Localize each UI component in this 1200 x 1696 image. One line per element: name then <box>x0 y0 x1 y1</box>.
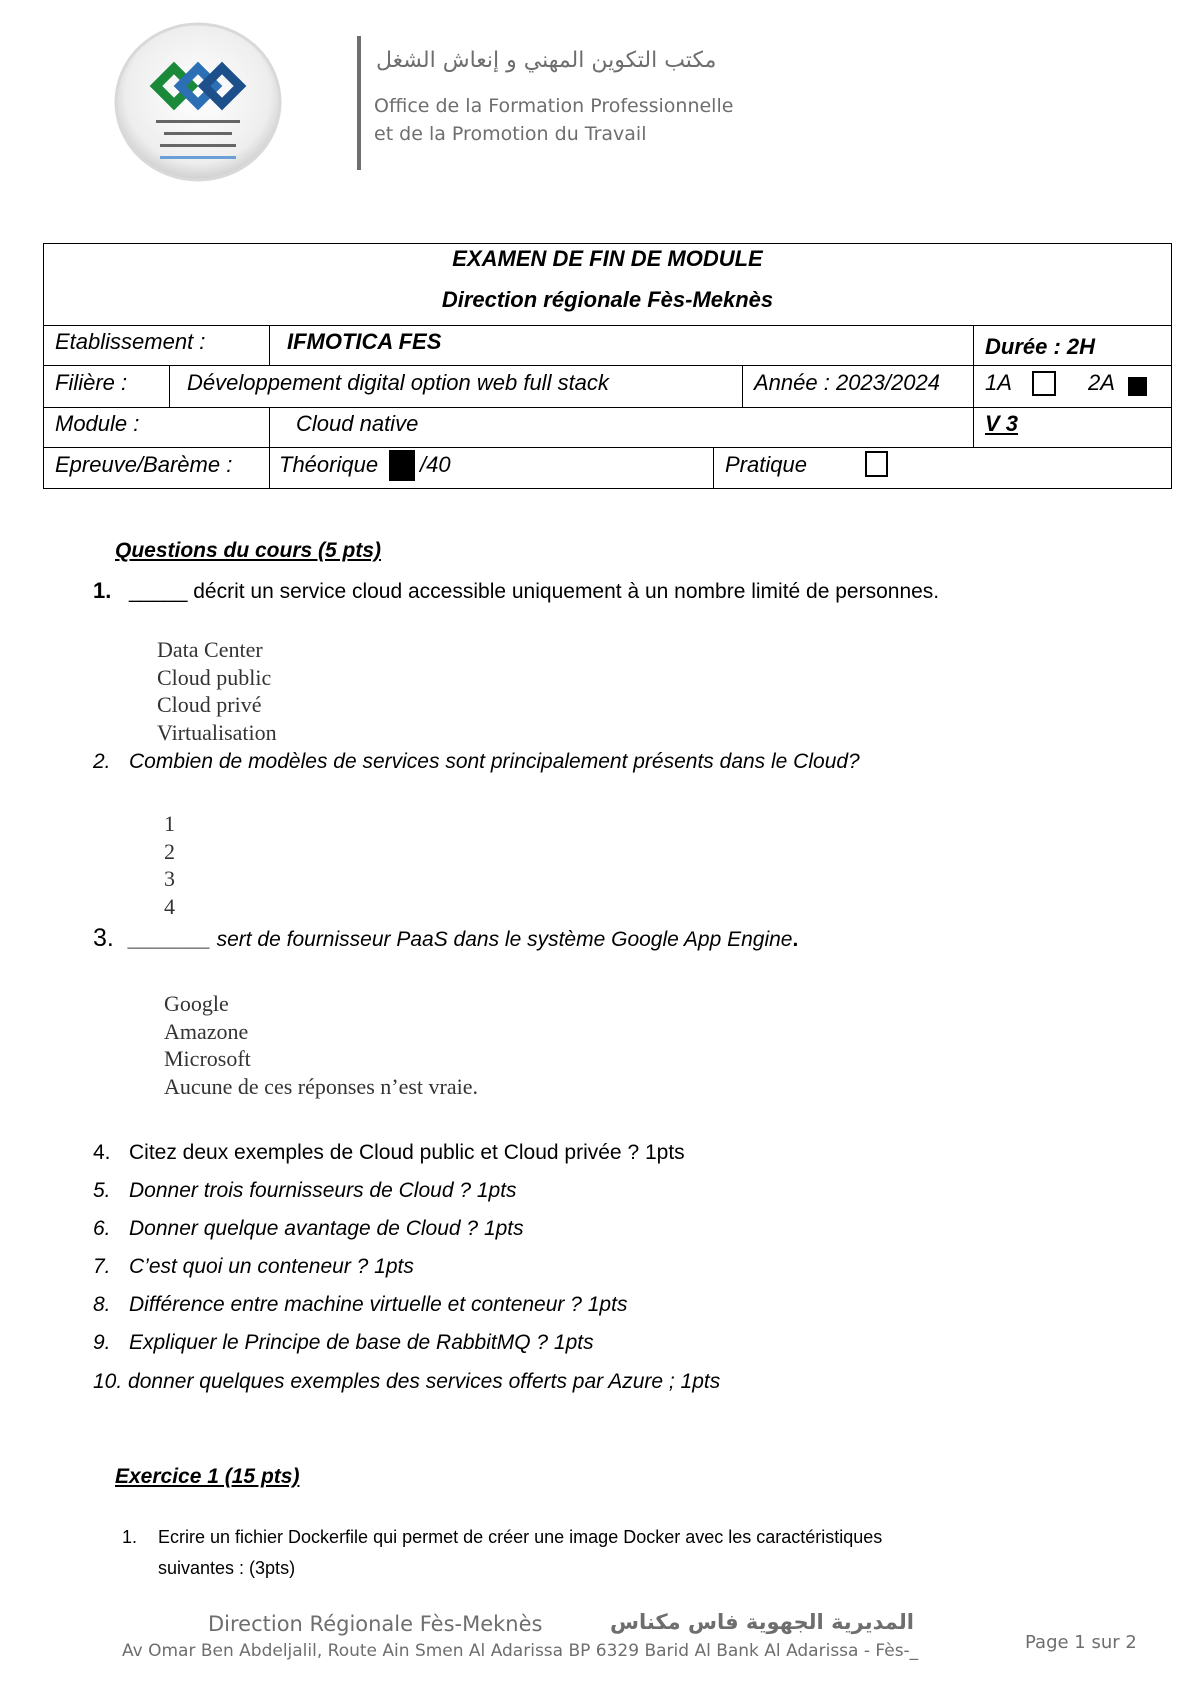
question-5-text: Donner trois fournisseurs de Cloud ? 1pts <box>129 1179 517 1202</box>
annee: Année : 2023/2024 <box>754 370 940 395</box>
option[interactable]: 4 <box>164 893 175 919</box>
question-1-text: _____ décrit un service cloud accessible uniquement à un nombre limité de personnes. <box>129 580 940 603</box>
question-10 <box>93 1369 720 1395</box>
module-value: Cloud native <box>296 411 419 436</box>
exam-direction: Direction régionale Fès-Meknès <box>441 287 774 312</box>
pratique-checkbox[interactable] <box>865 451 888 477</box>
question-9 <box>93 1330 594 1356</box>
footer-address: Av Omar Ben Abdeljalil, Route Ain Smen Al Adarissa BP 6329 Barid Al Bank Al Adarissa - Fès-_ <box>122 1641 919 1661</box>
option[interactable]: Cloud public <box>157 664 272 690</box>
logo-text: مكتب التكوين المهني وإنعاش الشغل <box>190 152 206 153</box>
option[interactable]: Microsoft <box>164 1046 251 1071</box>
option[interactable]: Data Center <box>157 637 263 662</box>
duree: Durée : 2H <box>985 334 1096 359</box>
exam-info-table <box>43 243 1172 488</box>
option[interactable]: 2 <box>164 838 175 864</box>
bareme: /40 <box>420 452 451 477</box>
question-6-number: 6. <box>93 1217 111 1240</box>
questions-section-title: Questions du cours (5 pts) <box>115 539 382 562</box>
question-7-text: C’est quoi un conteneur ? 1pts <box>129 1255 414 1278</box>
question-9-text: Expliquer le Principe de base de RabbitMQ ? 1pts <box>129 1331 594 1354</box>
header-divider <box>357 36 361 170</box>
org-name-arabic: مكتب التكوين المهني و إنعاش الشغل <box>376 48 717 73</box>
question-4-number: 4. <box>93 1141 111 1164</box>
question-2-number: 2. <box>93 750 111 773</box>
question-9-number: 9. <box>93 1331 111 1354</box>
year-1a-checkbox[interactable] <box>1032 371 1056 396</box>
option[interactable]: Amazone <box>164 1018 249 1044</box>
question-1-options <box>157 636 277 746</box>
question-3-options <box>164 990 478 1100</box>
question-3-number: 3. <box>93 924 114 952</box>
filiere-label: Filière : <box>55 370 128 395</box>
theorique-label: Théorique <box>279 452 379 477</box>
org-name-french-line1: Office de la Formation Professionnelle <box>374 95 734 117</box>
question-8 <box>93 1292 627 1318</box>
question-8-text: Différence entre machine virtuelle et conteneur ? 1pts <box>129 1293 628 1316</box>
option[interactable]: Aucune de ces réponses n’est vraie. <box>164 1073 478 1099</box>
pratique-label: Pratique <box>725 452 807 477</box>
question-3-text: _______ sert de fournisseur PaaS dans le système Google App Engine <box>129 928 793 951</box>
exercise-1-item-line1: Ecrire un fichier Dockerfile qui permet de créer une image Docker avec les caractéristiques <box>158 1527 883 1547</box>
epreuve-label: Epreuve/Barème : <box>55 452 233 477</box>
option[interactable]: Cloud privé <box>157 692 262 717</box>
etablissement-value: IFMOTICA FES <box>287 329 442 354</box>
version: V 3 <box>985 411 1019 436</box>
question-2-text: Combien de modèles de services sont principalement présents dans le Cloud? <box>129 750 860 773</box>
etablissement-label: Etablissement : <box>55 329 206 354</box>
exercise-1-item-number: 1. <box>122 1527 138 1547</box>
option[interactable]: Virtualisation <box>157 719 277 745</box>
question-1 <box>93 578 939 605</box>
question-1-number: 1. <box>93 578 112 603</box>
org-name-french-line2: et de la Promotion du Travail <box>374 123 647 145</box>
question-10-number: 10. <box>93 1370 123 1393</box>
filiere-value: Développement digital option web full stack <box>187 370 609 395</box>
year-2a-label: 2A <box>1088 370 1115 395</box>
question-5 <box>93 1178 517 1204</box>
year-1a-label: 1A <box>985 370 1012 395</box>
question-4-text: Citez deux exemples de Cloud public et Cloud privée ? 1pts <box>129 1141 685 1164</box>
exam-title: EXAMEN DE FIN DE MODULE <box>452 246 763 271</box>
year-2a-checkbox[interactable] <box>1128 377 1147 396</box>
module-label: Module : <box>55 411 140 436</box>
question-2-options <box>164 810 175 920</box>
question-8-number: 8. <box>93 1293 111 1316</box>
question-6 <box>93 1216 524 1242</box>
question-2 <box>93 749 860 775</box>
question-6-text: Donner quelque avantage de Cloud ? 1pts <box>129 1217 524 1240</box>
question-7-number: 7. <box>93 1255 111 1278</box>
exercise-1-item <box>122 1522 882 1584</box>
footer-direction-ar: المديرية الجهوية فاس مكناس <box>610 1610 914 1634</box>
question-4 <box>93 1140 685 1166</box>
footer-direction-fr: Direction Régionale Fès-Meknès <box>208 1612 543 1636</box>
question-3: 3. _______ sert de fournisseur PaaS dans le système Google App Engine. <box>93 924 799 952</box>
option[interactable]: 3 <box>164 866 175 891</box>
exercise-1-item-line2: suivantes : (3pts) <box>158 1558 296 1578</box>
option[interactable]: 1 <box>164 811 175 836</box>
exercise-1-title: Exercice 1 (15 pts) <box>115 1465 300 1488</box>
option[interactable]: Google <box>164 991 229 1016</box>
theorique-checkbox[interactable] <box>389 450 415 481</box>
question-5-number: 5. <box>93 1179 111 1202</box>
page-number: Page 1 sur 2 <box>1025 1632 1137 1653</box>
ofppt-logo <box>112 20 284 184</box>
org-name-french <box>374 92 733 148</box>
question-10-text: donner quelques exemples des services offerts par Azure ; 1pts <box>128 1370 721 1393</box>
question-7 <box>93 1254 414 1280</box>
